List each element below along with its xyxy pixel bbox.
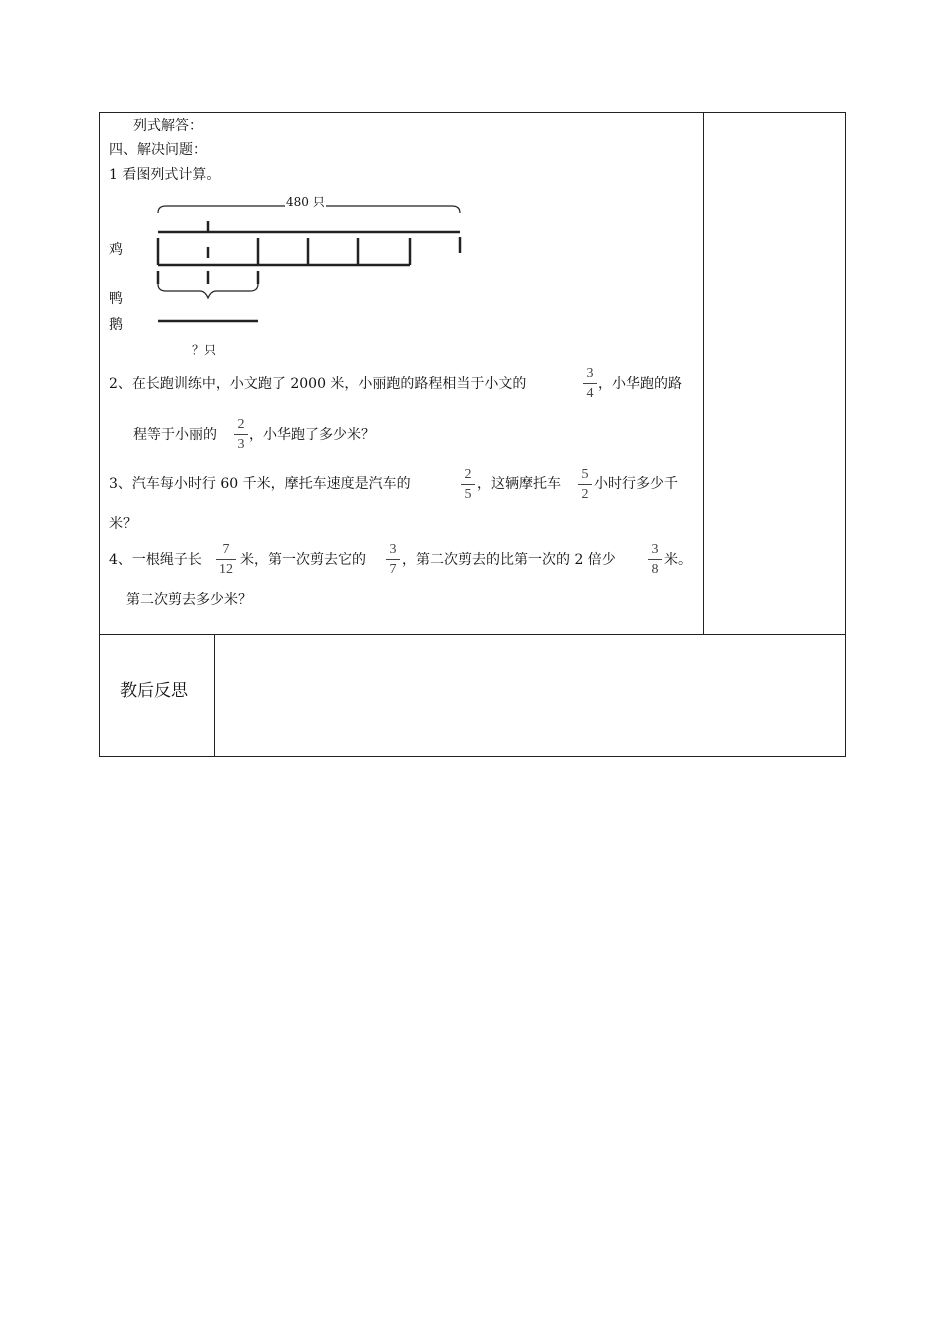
problem4-line1-end: 米。 — [664, 552, 692, 568]
total-label: 480 只 — [286, 195, 325, 209]
problem3-line1-mid: ，这辆摩托车 — [477, 476, 561, 492]
problem4-line1: 4、一根绳子长 — [109, 552, 202, 568]
duck-label: 鸭 — [109, 291, 123, 307]
formula-heading: 列式解答： — [133, 118, 203, 134]
problem2-line2-end: ，小华跑了多少米？ — [249, 427, 375, 443]
problem2-line1: 2、在长跑训练中，小文跑了 2000 米，小丽跑的路程相当于小文的 — [109, 376, 527, 392]
chicken-label: 鸡 — [109, 242, 123, 258]
problem3-line1: 3、汽车每小时行 60 千米，摩托车速度是汽车的 — [109, 476, 411, 492]
section-four-heading: 四、解决问题： — [109, 142, 207, 158]
problem3-line1-end: 小时行多少千 — [594, 476, 678, 492]
problem3-fraction1: 2 5 — [459, 467, 477, 503]
problem4-fraction3: 3 8 — [646, 542, 664, 578]
reflection-content-area[interactable] — [216, 636, 844, 755]
problem1-title: 1 看图列式计算。 — [109, 167, 221, 183]
goose-label: 鹅 — [109, 317, 123, 333]
reflection-label: 教后反思 — [120, 681, 188, 701]
problem4-fraction1: 7 12 — [214, 542, 238, 578]
problem2-fraction2: 2 3 — [232, 417, 250, 453]
duck-brace — [158, 284, 258, 298]
problem3-fraction2: 5 2 — [576, 467, 594, 503]
problem4-line2: 第二次剪去多少米？ — [126, 592, 252, 608]
problem3-line2: 米？ — [109, 516, 137, 532]
chicken-line — [158, 238, 410, 265]
problem4-fraction2: 3 7 — [384, 542, 402, 578]
problem4-line1-mid1: 米，第一次剪去它的 — [240, 552, 366, 568]
problem2-fraction1: 3 4 — [581, 366, 599, 402]
duck-ticks — [158, 271, 258, 284]
question-label: ？只 — [192, 343, 217, 357]
problem2-line1-end: ，小华跑的路 — [598, 376, 682, 392]
problem4-line1-mid2: ，第二次剪去的比第一次的 2 倍少 — [402, 552, 616, 568]
problem2-line2: 程等于小丽的 — [133, 427, 217, 443]
